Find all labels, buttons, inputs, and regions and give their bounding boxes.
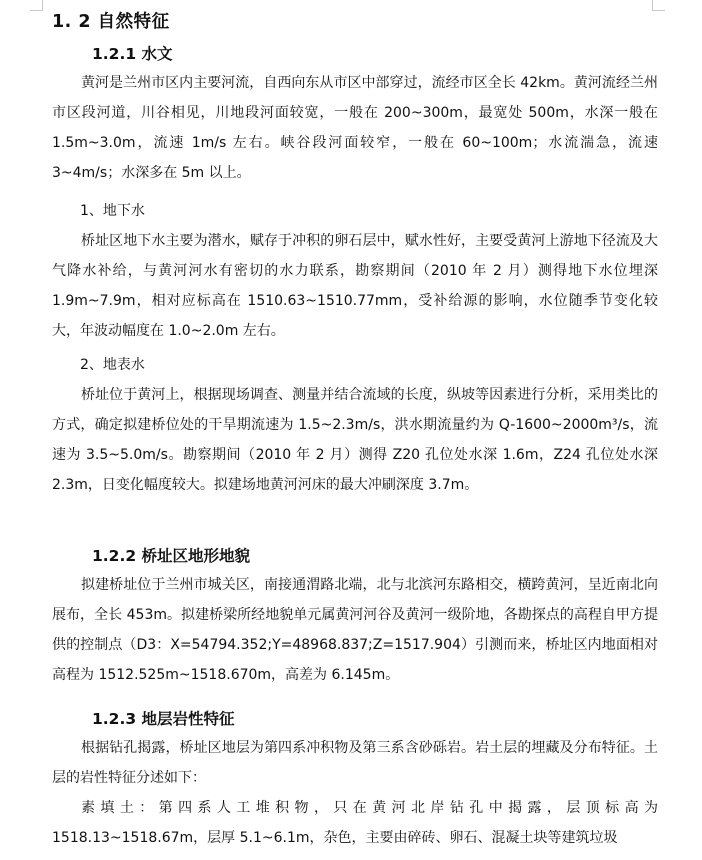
paragraph-groundwater: 桥址区地下水主要为潜水，赋存于冲积的卵石层中，赋水性好，主要受黄河上游地下径流及大气降水补给，与黄河河水有密切的水力联系，勘察期间（2010 年 2 月）测得地下水位埋深 1.9m~7.9m，相对应标高在 1510.63~1510.77mm，受补给源的影响，水位随季节变化较大，年波动幅度在 1.0~2.0m 左右。 bbox=[52, 233, 658, 339]
item-title-surface-water: 2、地表水 bbox=[80, 357, 145, 373]
crop-mark-top-right bbox=[652, 0, 665, 11]
paragraph-surface-water: 桥址位于黄河上，根据现场调查、测量并结合流域的长度，纵坡等因素进行分析，采用类比的方式，确定拟建桥位处的干旱期流速为 1.5~2.3m/s，洪水期流量约为 Q-1600~2000m³/s，流速为 3.5~5.0m/s。勘察期间（2010 年 2 月）测得 Z20 孔位处水深 1.6m，Z24 孔位处水深 2.3m，日变化幅度较大。拟建场地黄河河床的最大冲刷深度 3.7m。 bbox=[52, 387, 658, 493]
subsection-title-landform: 1.2.2 桥址区地形地貌 bbox=[92, 547, 251, 565]
subsection-title-hydrology: 1.2.1 水文 bbox=[92, 45, 173, 63]
section-heading: 1. 2 自然特征 bbox=[52, 12, 170, 32]
crop-mark-top-left bbox=[30, 0, 43, 11]
item-title-groundwater: 1、地下水 bbox=[80, 203, 145, 219]
paragraph-fill-soil: 素填土：第四系人工堆积物，只在黄河北岸钻孔中揭露，层顶标高为 1518.13~1518.67m，层厚 5.1~6.1m，杂色，主要由碎砖、卵石、混凝土块等建筑垃圾 bbox=[52, 800, 658, 846]
paragraph-hydrology: 黄河是兰州市区内主要河流，自西向东从市区中部穿过，流经市区全长 42km。黄河流经兰州市区段河道，川谷相见，川地段河面较宽，一般在 200~300m，最宽处 500m，水深一般在 1.5m~3.0m，流速 1m/s 左右。峡谷段河面较窄，一般在 60~100m；水流湍急，流速 3~4m/s；水深多在 5m 以上。 bbox=[52, 75, 658, 181]
paragraph-stratum: 根据钻孔揭露，桥址区地层为第四系冲积物及第三系含砂砾岩。岩土层的埋藏及分布特征。土层的岩性特征分述如下： bbox=[52, 740, 658, 786]
subsection-title-stratum: 1.2.3 地层岩性特征 bbox=[92, 710, 235, 728]
paragraph-landform: 拟建桥址位于兰州市城关区，南接通渭路北端，北与北滨河东路相交，横跨黄河，呈近南北向展布，全长 453m。拟建桥梁所经地貌单元属黄河河谷及黄河一级阶地，各勘探点的高程自甲方提供的控制点（D3：X=54794.352;Y=48968.837;Z=1517.904）引测而来，桥址区内地面相对高程为 1512.525m~1518.670m，高差为 6.145m。 bbox=[52, 577, 658, 683]
